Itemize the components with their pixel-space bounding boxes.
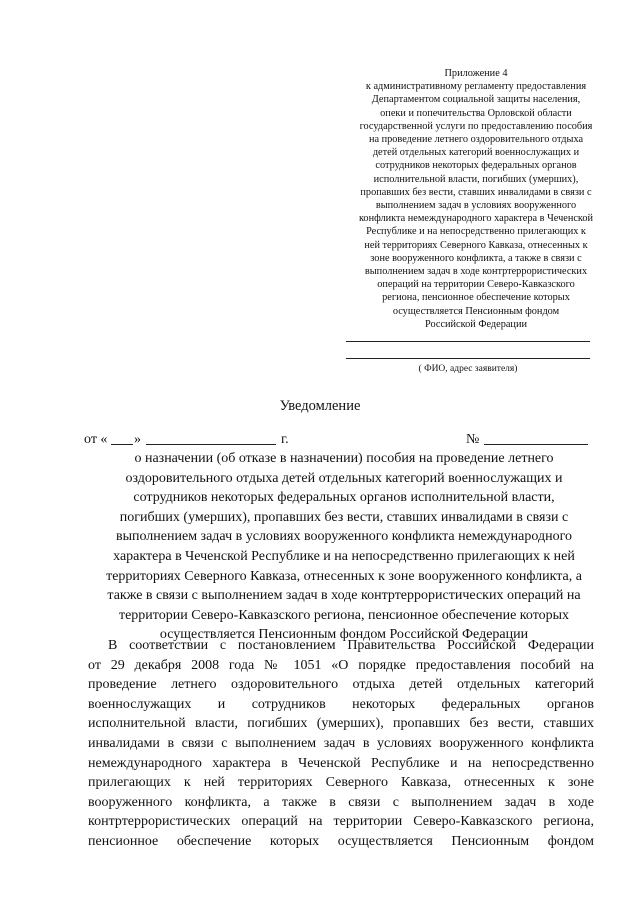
body-line: от 29 декабря 2008 года № 1051 «О порядке предоставления пособий на bbox=[88, 657, 594, 673]
subject-line: характера в Чеченской Республике и на непосредственно прилегающих к ней bbox=[113, 548, 575, 564]
body-line: прилегающих к ней территориях Северного Кавказа, отнесенных к зоне bbox=[88, 775, 594, 791]
appendix-header bbox=[330, 67, 622, 331]
appendix-line: конфликта немеждународного характера в Чеченской bbox=[358, 213, 594, 225]
appendix-line: пропавших без вести, ставших инвалидами в связи с bbox=[360, 186, 592, 198]
appendix-line: государственной услуги по предоставлению пособия bbox=[359, 120, 593, 132]
subject-line: оздоровительного отдыха детей отдельных категорий военнослужащих и bbox=[125, 470, 563, 486]
appendix-line: сотрудников некоторых федеральных органов bbox=[375, 160, 577, 172]
appendix-line: на проведение летнего оздоровительного отдыха bbox=[368, 134, 584, 146]
notice-date-number-row bbox=[84, 431, 596, 449]
date-prefix: от « bbox=[84, 432, 108, 447]
applicant-line-1[interactable] bbox=[346, 341, 590, 342]
subject-line: погибших (умерших), пропавших без вести, ставших инвалидами в связи с bbox=[119, 509, 569, 525]
subject-line: сотрудников некоторых федеральных органов исполнительной власти, bbox=[133, 490, 555, 506]
appendix-line: опеки и попечительства Орловской области bbox=[380, 107, 572, 119]
number-sign: № bbox=[466, 432, 480, 447]
subject-line: осуществляется Пенсионным фондом Российской Федерации bbox=[159, 627, 529, 643]
subject-line: выполнением задач в условиях вооруженного конфликта немеждународного bbox=[115, 529, 572, 545]
applicant-caption: ( ФИО, адрес заявителя) bbox=[418, 364, 518, 374]
appendix-line: детей отдельных категорий военнослужащих и bbox=[372, 147, 580, 159]
body-line: инвалидами в связи с выполнением задач в условиях вооруженного конфликта bbox=[88, 735, 594, 751]
appendix-line: выполнением задач в условиях вооруженного bbox=[375, 200, 577, 212]
appendix-line: региона, пенсионное обеспечение которых bbox=[382, 292, 570, 304]
body-line: военнослужащих и сотрудников некоторых федеральных органов bbox=[88, 696, 594, 712]
body-line: немеждународного характера в Чеченской Республике и на непосредственно bbox=[88, 755, 594, 771]
subject-line: территории Северо-Кавказского региона, пенсионное обеспечение которых bbox=[118, 607, 570, 623]
appendix-line: исполнительной власти, погибших (умерших), bbox=[373, 173, 579, 185]
body-line: пенсионное обеспечение которых осуществляется Пенсионным фондом bbox=[88, 833, 594, 849]
notice-body-paragraph bbox=[88, 636, 594, 852]
appendix-line: выполнением задач в ходе контртеррористических bbox=[364, 266, 588, 278]
date-quote-close: » bbox=[134, 432, 141, 447]
body-line: исполнительной власти, погибших (умерших), пропавших без вести, ставших bbox=[88, 716, 594, 732]
appendix-line: Департаментом социальной защиты населения, bbox=[371, 94, 581, 106]
body-line: вооруженного конфликта, а также в связи с выполнением задач в ходе bbox=[88, 794, 594, 810]
notice-heading: Уведомление bbox=[279, 398, 361, 414]
appendix-line: Республике и на непосредственно прилегающих к bbox=[366, 226, 586, 238]
applicant-line-2[interactable] bbox=[346, 358, 590, 359]
appendix-line: к административному регламенту предоставления bbox=[365, 81, 587, 93]
subject-line: территориях Северного Кавказа, отнесенных к зоне вооруженного конфликта, а bbox=[106, 568, 582, 584]
appendix-line: Российской Федерации bbox=[425, 318, 527, 330]
appendix-line: ней территориях Северного Кавказа, отнесенных к bbox=[364, 239, 588, 251]
appendix-line: зоне вооруженного конфликта, а также в связи с bbox=[370, 252, 582, 264]
body-line: контртеррористических операций на территории Северо-Кавказского региона, bbox=[88, 814, 594, 830]
appendix-line: осуществляется Пенсионным фондом bbox=[392, 305, 560, 317]
body-line: проведение летнего оздоровительного отдыха детей отдельных категорий bbox=[88, 677, 594, 693]
appendix-line: операций на территории Северо-Кавказского bbox=[377, 279, 575, 291]
appendix-title: Приложение 4 bbox=[444, 68, 508, 79]
subject-line: также в связи с выполнением задач в ходе контртеррористических операций на bbox=[107, 588, 581, 604]
year-suffix: г. bbox=[281, 432, 289, 447]
notice-subject bbox=[88, 449, 600, 645]
body-line: В соответствии с постановлением Правительства Российской Федерации bbox=[108, 638, 594, 653]
subject-line: о назначении (об отказе в назначении) пособия на проведение летнего bbox=[134, 451, 554, 466]
